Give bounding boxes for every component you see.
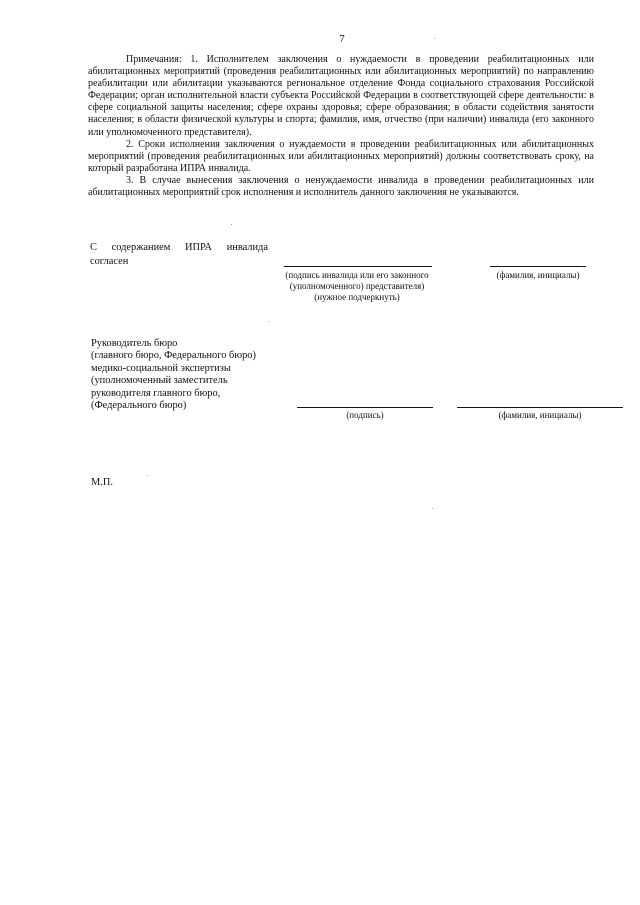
notes-section	[88, 54, 594, 199]
head-of-bureau-label: Руководитель бюро (главного бюро, Федерального бюро) медико-социальной экспертизы (уполномоченный заместитель руководителя главного бюро, (Федерального бюро)	[91, 338, 256, 412]
scan-speck	[432, 508, 433, 509]
scan-speck	[231, 224, 232, 225]
scan-speck	[268, 321, 269, 322]
consent-signature-line	[284, 266, 432, 267]
consent-label	[90, 241, 268, 269]
page-number: 7	[339, 33, 345, 45]
consent-signature-caption: (подпись инвалида или его законного (уполномоченного) представителя) (нужное подчеркнуть)	[285, 270, 429, 302]
consent-name-caption: (фамилия, инициалы)	[496, 270, 580, 280]
head-signature-line	[297, 407, 433, 408]
scan-speck	[434, 38, 435, 39]
consent-line-1: С содержанием ИПРА инвалида	[90, 242, 268, 253]
note-2: 2. Сроки исполнения заключения о нуждаемости в проведении реабилитационных или абилитационных мероприятий (проведения реабилитационных или абилитационных мероприятий) должны соответствовать сроку, на который разработана ИПРА инвалида.	[88, 138, 594, 174]
head-name-caption: (фамилия, инициалы)	[498, 410, 582, 420]
stamp-label: М.П.	[91, 477, 113, 488]
consent-line-2: согласен	[90, 256, 129, 268]
consent-name-line	[490, 266, 586, 267]
head-name-line	[457, 407, 623, 408]
note-3: 3. В случае вынесения заключения о ненуждаемости инвалида в проведении реабилитационных или абилитационных мероприятий срок исполнения и исполнитель данного заключения не указываются.	[88, 174, 594, 199]
scan-speck	[147, 475, 148, 476]
note-1: Примечания: 1. Исполнителем заключения о нуждаемости в проведении реабилитационных или абилитационных мероприятий (проведения реабилитационных или абилитационных мероприятий) по направлению реабилитации или абилитации указываются региональное отделение Фонда социального страхования Российской Федерации; орган исполнительной власти субъекта Российской Федерации в соответствующей сфере деятельности: в сфере социальной защиты населения; сфере охраны здоровья; сфере образования; в области содействия занятости населения; в области физической культуры и спорта; фамилия, имя, отчество (при наличии) инвалида (его законного или уполномоченного представителя).	[88, 54, 594, 138]
head-signature-caption: (подпись)	[346, 410, 384, 420]
